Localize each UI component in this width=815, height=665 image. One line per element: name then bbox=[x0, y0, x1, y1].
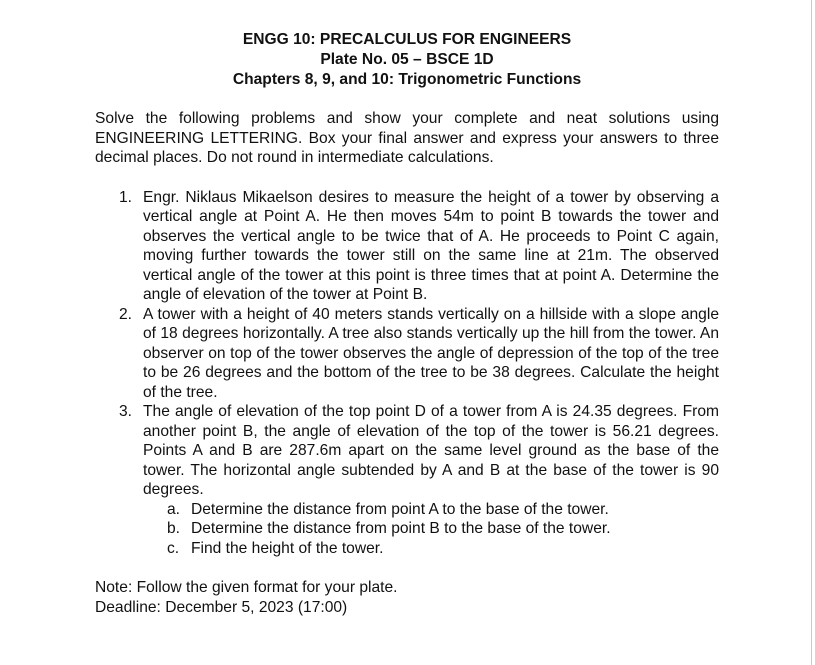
problem-text: The angle of elevation of the top point D of a tower from A is 24.35 degrees. From another point B, the angle of elevation of the top of the tower is 56.21 degrees. Points A and B are 287.6m apart on the same level ground as the base of the tower. The horizontal angle subtended by A and B at the base of the tower is 90 degrees. bbox=[143, 403, 719, 498]
problem-text: A tower with a height of 40 meters stands vertically on a hillside with a slope angle of 18 degrees horizontally. A tree also stands vertically up the hill from the tower. An observer on top of the tower observes the angle of depression of the top of the tree to be 26 degrees and the bottom of the tree to be 38 degrees. Calculate the height of the tree. bbox=[143, 305, 719, 401]
problem-item-1 bbox=[95, 188, 719, 305]
subitem-text: Determine the distance from point A to the base of the tower. bbox=[191, 500, 609, 518]
problem-list bbox=[95, 188, 719, 559]
problem-text: Engr. Niklaus Mikaelson desires to measure the height of a tower by observing a vertical angle at Point A. He then moves 54m to point B towards the tower and observes the vertical angle to be twice that of A. He proceeds to Point C again, moving further towards the tower still on the same line at 21m. The observed vertical angle of the tower at this point is three times that at point A. Determine the angle of elevation of the tower at Point B. bbox=[143, 188, 719, 303]
subitem-b bbox=[143, 519, 719, 539]
page-edge-divider bbox=[811, 0, 812, 665]
deadline-text: Deadline: December 5, 2023 (17:00) bbox=[95, 598, 348, 616]
document-footer bbox=[95, 578, 719, 617]
problem-item-2 bbox=[95, 305, 719, 403]
subitem-c bbox=[143, 539, 719, 559]
course-title: ENGG 10: PRECALCULUS FOR ENGINEERS bbox=[242, 31, 572, 48]
instructions-paragraph: Solve the following problems and show your complete and neat solutions using ENGINEERING LETTERING. Box your final answer and express your answers to three decimal places. Do not round in intermediate calculations. bbox=[95, 110, 719, 166]
subitem-list bbox=[143, 500, 719, 559]
problem-number: 3. bbox=[119, 403, 133, 420]
subitem-a bbox=[143, 500, 719, 520]
subitem-letter: b. bbox=[167, 520, 181, 537]
problem-number: 1. bbox=[119, 188, 133, 206]
subitem-letter: a. bbox=[167, 500, 181, 518]
note-text: Note: Follow the given format for your plate. bbox=[95, 579, 398, 596]
plate-number: Plate No. 05 – BSCE 1D bbox=[320, 51, 494, 68]
problem-number: 2. bbox=[119, 305, 133, 323]
document-header bbox=[95, 30, 719, 90]
subitem-letter: c. bbox=[167, 539, 180, 557]
chapters-title: Chapters 8, 9, and 10: Trigonometric Functions bbox=[232, 71, 582, 88]
subitem-text: Determine the distance from point B to the base of the tower. bbox=[191, 520, 611, 537]
subitem-text: Find the height of the tower. bbox=[191, 539, 384, 557]
problem-item-3 bbox=[95, 402, 719, 558]
document-body bbox=[95, 30, 719, 617]
